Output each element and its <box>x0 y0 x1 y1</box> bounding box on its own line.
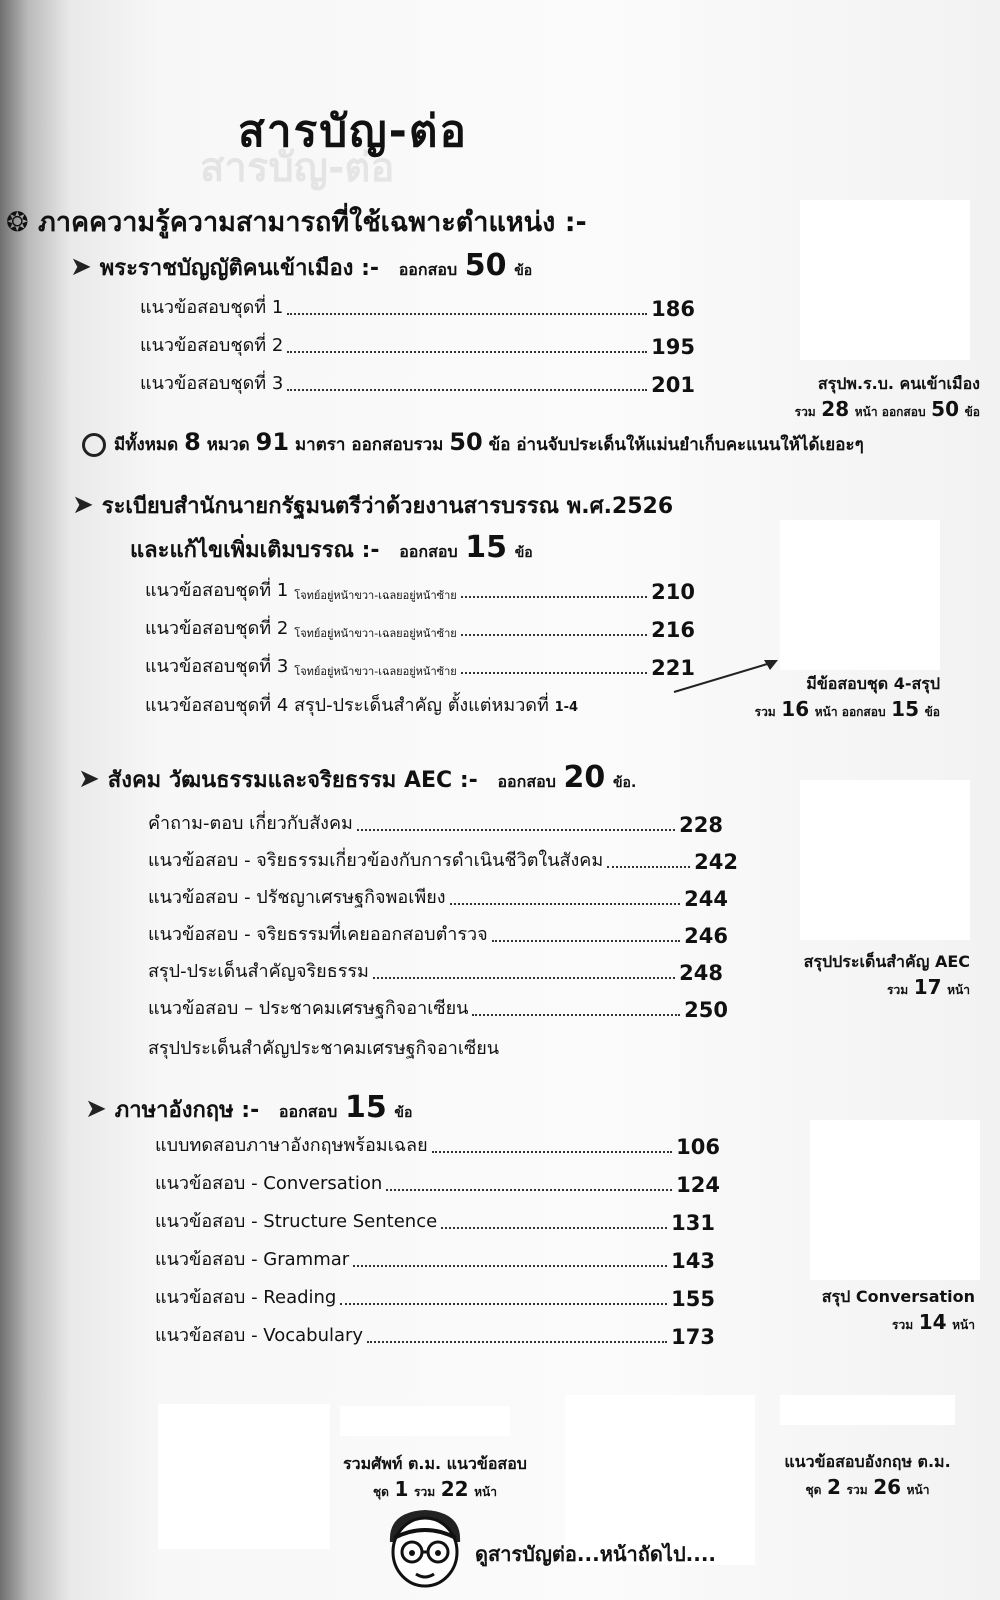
toc-row: แนวข้อสอบชุดที่ 1 186 <box>140 297 695 321</box>
side-note-saraban: มีข้อสอบชุด 4-สรุป รวม 16 หน้า ออกสอบ 15 ข้อ <box>754 674 940 721</box>
page-title: สารบัญ-ต่อ <box>238 106 468 157</box>
bullet-icon: ❂ <box>6 207 39 238</box>
redaction-box <box>340 1406 510 1436</box>
toc-row-aec-summary: สรุปประเด็นสำคัญประชาคมเศรษฐกิจอาเซียน <box>148 1038 500 1059</box>
toc-row: แนวข้อสอบชุดที่ 2 195 <box>140 335 695 359</box>
toc-row: คำถาม-ตอบ เกี่ยวกับสังคม 228 <box>148 813 723 837</box>
arrow-icon: ➤ <box>72 490 94 520</box>
redaction-box <box>800 200 970 360</box>
section-heading-saraban-2: และแก้ไขเพิ่มเติมบรรณ :- ออกสอบ 15 ข้อ <box>130 530 533 565</box>
toc-row: แนวข้อสอบ - Structure Sentence 131 <box>155 1211 715 1235</box>
toc-row: แนวข้อสอบ - Vocabulary 173 <box>155 1325 715 1349</box>
part-heading: ❂ ภาคความรู้ความสามารถที่ใช้เฉพาะตำแหน่ง :- <box>6 207 587 238</box>
side-note-immigration: สรุปพ.ร.บ. คนเข้าเมือง รวม 28 หน้า ออกสอบ 50 ข้อ <box>794 374 980 421</box>
toc-row: แนวข้อสอบ - Grammar 143 <box>155 1249 715 1273</box>
arrow-icon: ➤ <box>70 252 92 282</box>
toc-row: แนวข้อสอบ - Reading 155 <box>155 1287 715 1311</box>
toc-row: แนวข้อสอบชุดที่ 2 โจทย์อยู่หน้าขวา-เฉลยอยู่หน้าซ้าย 216 <box>145 618 695 642</box>
toc-row: แนวข้อสอบ - ปรัชญาเศรษฐกิจพอเพียง 244 <box>148 887 728 911</box>
toc-row: แนวข้อสอบชุดที่ 1 โจทย์อยู่หน้าขวา-เฉลยอยู่หน้าซ้าย 210 <box>145 580 695 604</box>
toc-row: แนวข้อสอบ – ประชาคมเศรษฐกิจอาเซียน 250 <box>148 998 728 1022</box>
section-heading-saraban: ➤ ระเบียบสำนักนายกรัฐมนตรีว่าด้วยงานสารบรรณ พ.ศ.2526 <box>72 490 674 520</box>
circle-bullet-icon <box>82 433 106 457</box>
arrow-icon: ➤ <box>78 764 100 794</box>
side-note-aec: สรุปประเด็นสำคัญ AEC รวม 17 หน้า <box>803 952 970 999</box>
redaction-box <box>780 520 940 670</box>
toc-row: สรุป-ประเด็นสำคัญจริยธรรม 248 <box>148 961 723 985</box>
side-note-english: สรุป Conversation รวม 14 หน้า <box>821 1287 975 1334</box>
bottom-note-vocab: รวมศัพท์ ต.ม. แนวข้อสอบ ชุด 1 รวม 22 หน้า <box>343 1454 527 1501</box>
redaction-box <box>800 780 970 940</box>
toc-row: แนวข้อสอบชุดที่ 3 201 <box>140 373 695 397</box>
redaction-box <box>780 1395 955 1425</box>
redaction-box <box>158 1404 330 1549</box>
continue-next-page-text: ดูสารบัญต่อ...หน้าถัดไป.... <box>475 1542 717 1566</box>
section-heading-immigration: ➤ พระราชบัญญัติคนเข้าเมือง :- ออกสอบ 50 ข้อ <box>70 248 533 283</box>
toc-row: แนวข้อสอบ - จริยธรรมเกี่ยวข้องกับการดำเนินชีวิตในสังคม 242 <box>148 850 738 874</box>
section-heading-society: ➤ สังคม วัฒนธรรมและจริยธรรม AEC :- ออกสอบ 20 ข้อ. <box>78 760 637 795</box>
toc-row: แนวข้อสอบ - จริยธรรมที่เคยออกสอบตำรวจ 246 <box>148 924 728 948</box>
summary-note: มีทั้งหมด 8 หมวด 91 มาตรา ออกสอบรวม 50 ข้อ อ่านจับประเด็นให้แม่นยำเก็บคะแนนให้ได้เยอะๆ <box>82 428 864 458</box>
toc-row-summary: แนวข้อสอบชุดที่ 4 สรุป-ประเด็นสำคัญ ตั้งแต่หมวดที่ 1-4 <box>145 695 579 716</box>
toc-row: แนวข้อสอบ - Conversation 124 <box>155 1173 720 1197</box>
arrow-icon: ➤ <box>85 1094 107 1124</box>
redaction-box <box>810 1120 980 1280</box>
bottom-note-english: แนวข้อสอบอังกฤษ ต.ม. ชุด 2 รวม 26 หน้า <box>784 1452 951 1499</box>
toc-row: แนวข้อสอบชุดที่ 3 โจทย์อยู่หน้าขวา-เฉลยอยู่หน้าซ้าย 221 <box>145 656 695 680</box>
toc-row: แบบทดสอบภาษาอังกฤษพร้อมเฉลย 106 <box>155 1135 720 1159</box>
cartoon-face-icon <box>380 1502 470 1592</box>
section-heading-english: ➤ ภาษาอังกฤษ :- ออกสอบ 15 ข้อ <box>85 1090 413 1125</box>
